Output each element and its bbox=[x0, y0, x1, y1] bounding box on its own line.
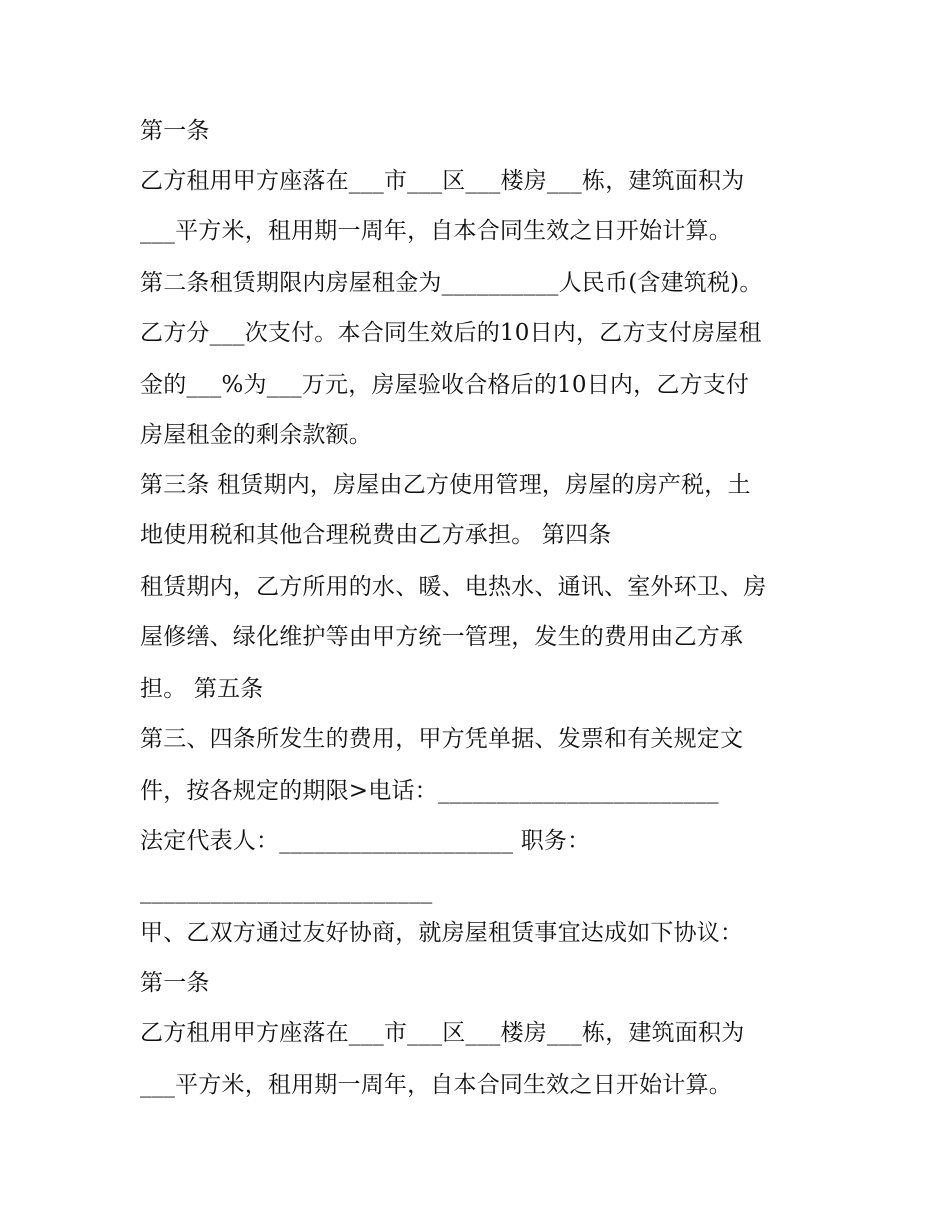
text-line: 第三条 租赁期内，房屋由乙方使用管理，房屋的房产税，土 bbox=[140, 472, 751, 498]
text-line: 法定代表人：____________________ 职务： bbox=[140, 828, 591, 854]
text-line: 乙方租用甲方座落在___市___区___楼房___栋，建筑面积为 bbox=[140, 168, 745, 194]
text-line: 甲、乙双方通过友好协商，就房屋租赁事宜达成如下协议： bbox=[140, 920, 744, 946]
text-line: 金的___%为___万元，房屋验收合格后的10日内，乙方支付 bbox=[140, 372, 750, 398]
text-line: 房屋租金的剩余款额。 bbox=[140, 422, 372, 448]
text-line: 屋修缮、绿化维护等由甲方统一管理，发生的费用由乙方承 bbox=[140, 624, 744, 650]
text-line: _________________________ bbox=[140, 878, 433, 904]
text-line: 乙方租用甲方座落在___市___区___楼房___栋，建筑面积为 bbox=[140, 1020, 745, 1046]
text-line: 地使用税和其他合理税费由乙方承担。 第四条 bbox=[140, 522, 612, 548]
text-line: 第一条 bbox=[140, 970, 210, 996]
text-line: 担。 第五条 bbox=[140, 676, 264, 702]
text-line: ___平方米，租用期一周年，自本合同生效之日开始计算。 bbox=[140, 218, 732, 244]
text-line: 乙方分___次支付。本合同生效后的10日内，乙方支付房屋租 bbox=[140, 320, 762, 346]
text-line: 第二条租赁期限内房屋租金为__________人民币(含建筑税)。 bbox=[140, 270, 763, 296]
text-line: 租赁期内，乙方所用的水、暖、电热水、通讯、室外环卫、房 bbox=[140, 574, 767, 600]
text-line: ___平方米，租用期一周年，自本合同生效之日开始计算。 bbox=[140, 1072, 732, 1098]
text-line: 件，按各规定的期限>电话：________________________ bbox=[140, 778, 719, 804]
text-line: 第三、四条所发生的费用，甲方凭单据、发票和有关规定文 bbox=[140, 726, 744, 752]
text-line: 第一条 bbox=[140, 118, 210, 144]
